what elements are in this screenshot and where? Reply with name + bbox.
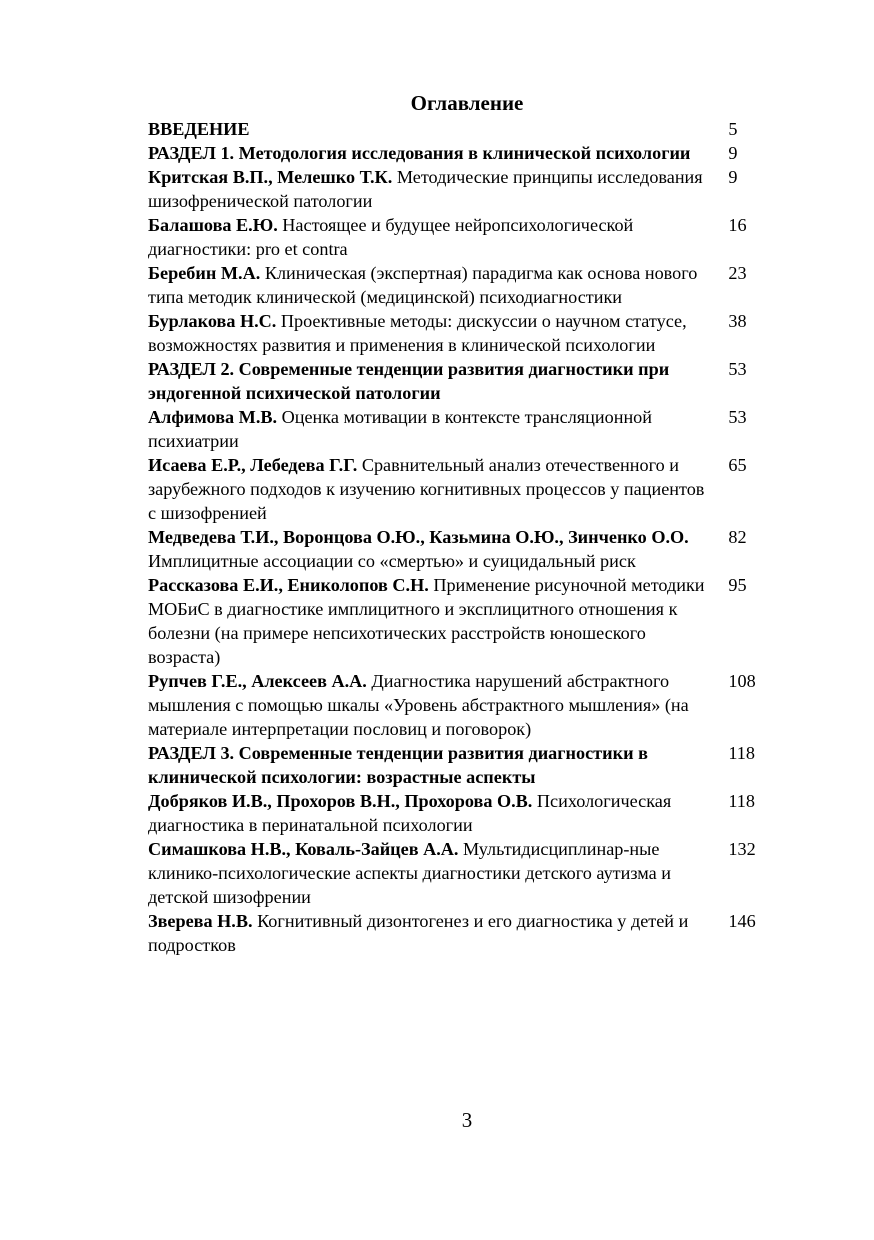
toc-entry-introduction (148, 117, 788, 141)
toc-entry (148, 405, 788, 453)
entry-authors: Алфимова М.В. (148, 407, 278, 427)
entry-title: Клиническая (экспертная) парадигма как основа нового типа методик клинической (медицинской) психодиагностики (148, 263, 698, 307)
toc-entry (148, 165, 788, 213)
entry-text (148, 213, 716, 261)
entry-page-number: 53 (728, 359, 747, 379)
toc-entry (148, 837, 788, 909)
entry-text (148, 165, 716, 213)
entry-authors: Медведева Т.И., Воронцова О.Ю., Казьмина О.Ю., Зинченко О.О. (148, 527, 689, 547)
entry-title: Диагностика нарушений абстрактного мышления с помощью шкалы «Уровень абстрактного мышления» (на материале интерпретации пословиц и поговорок) (148, 671, 689, 739)
entry-page-number: 9 (728, 167, 738, 187)
entry-authors: Симашкова Н.В., Коваль-Зайцев А.А. (148, 839, 459, 859)
entry-authors: Балашова Е.Ю. (148, 215, 278, 235)
entry-text (148, 669, 716, 741)
toc-entry (148, 909, 788, 957)
entry-authors: Добряков И.В., Прохоров В.Н., Прохорова О.В. (148, 791, 533, 811)
entry-title: РАЗДЕЛ 2. Современные тенденции развития диагностики при эндогенной психической патологии (148, 359, 670, 403)
toc-entry (148, 573, 788, 669)
toc-entry (148, 213, 788, 261)
entry-title: Проективные методы: дискуссии о научном статусе, возможностях развития и применения в клинической психологии (148, 311, 687, 355)
page-number: 3 (461, 1108, 473, 1132)
entry-text (148, 837, 716, 909)
toc-entry (148, 669, 788, 741)
entry-authors: Рупчев Г.Е., Алексеев А.А. (148, 671, 367, 691)
entry-title: Оценка мотивации в контексте трансляционной психиатрии (148, 407, 653, 451)
entry-title: Мультидисциплинар-ные клинико-психологические аспекты диагностики детского аутизма и детской шизофрении (148, 839, 672, 907)
entry-page-number: 16 (728, 215, 747, 235)
entry-text (148, 573, 716, 669)
entry-page-number: 9 (728, 143, 738, 163)
toc-entry (148, 525, 788, 573)
table-of-contents (148, 117, 788, 957)
entry-authors: Зверева Н.В. (148, 911, 253, 931)
toc-entry (148, 261, 788, 309)
entry-title: Когнитивный дизонтогенез и его диагностика у детей и подростков (148, 911, 689, 955)
entry-page-number: 53 (728, 407, 747, 427)
entry-title: Методические принципы исследования шизофренической патологии (148, 167, 703, 211)
entry-page-number: 146 (728, 911, 756, 931)
entry-authors: Исаева Е.Р., Лебедева Г.Г. (148, 455, 358, 475)
entry-page-number: 132 (728, 839, 756, 859)
entry-page-number: 118 (728, 743, 755, 763)
entry-page-number: 5 (728, 119, 738, 139)
entry-title: РАЗДЕЛ 3. Современные тенденции развития диагностики в клинической психологии: возрастные аспекты (148, 743, 648, 787)
entry-text (148, 789, 716, 837)
entry-text (148, 261, 716, 309)
entry-authors: Рассказова Е.И., Ениколопов С.Н. (148, 575, 429, 595)
entry-page-number: 23 (728, 263, 747, 283)
toc-entry (148, 309, 788, 357)
entry-text (148, 309, 716, 357)
entry-title: Настоящее и будущее нейропсихологической диагностики: pro et contra (148, 215, 634, 259)
toc-entry-section-1 (148, 141, 788, 165)
entry-title: РАЗДЕЛ 1. Методология исследования в клинической психологии (148, 143, 691, 163)
entry-authors: Бурлакова Н.С. (148, 311, 277, 331)
entry-page-number: 38 (728, 311, 747, 331)
entry-title: Сравнительный анализ отечественного и зарубежного подходов к изучению когнитивных процессов у пациентов с шизофренией (148, 455, 705, 523)
entry-authors: Критская В.П., Мелешко Т.К. (148, 167, 393, 187)
entry-page-number: 82 (728, 527, 747, 547)
entry-title: ВВЕДЕНИЕ (148, 119, 250, 139)
entry-text (148, 405, 716, 453)
entry-title: Имплицитные ассоциации со «смертью» и суицидальный риск (148, 551, 636, 571)
toc-heading: Оглавление (410, 91, 524, 115)
entry-text (148, 525, 716, 573)
toc-entry (148, 453, 788, 525)
entry-text (148, 909, 716, 957)
entry-page-number: 95 (728, 575, 747, 595)
toc-entry-section-2 (148, 357, 788, 405)
entry-title: Применение рисуночной методики МОБиС в диагностике имплицитного и эксплицитного отношения к болезни (на примере непсихотических расстройств юношеского возраста) (148, 575, 705, 667)
toc-entry (148, 789, 788, 837)
entry-text (148, 453, 716, 525)
entry-page-number: 108 (728, 671, 756, 691)
entry-title: Психологическая диагностика в перинатальной психологии (148, 791, 672, 835)
toc-entry-section-3 (148, 741, 788, 789)
entry-page-number: 118 (728, 791, 755, 811)
entry-authors: Беребин М.А. (148, 263, 261, 283)
entry-page-number: 65 (728, 455, 747, 475)
